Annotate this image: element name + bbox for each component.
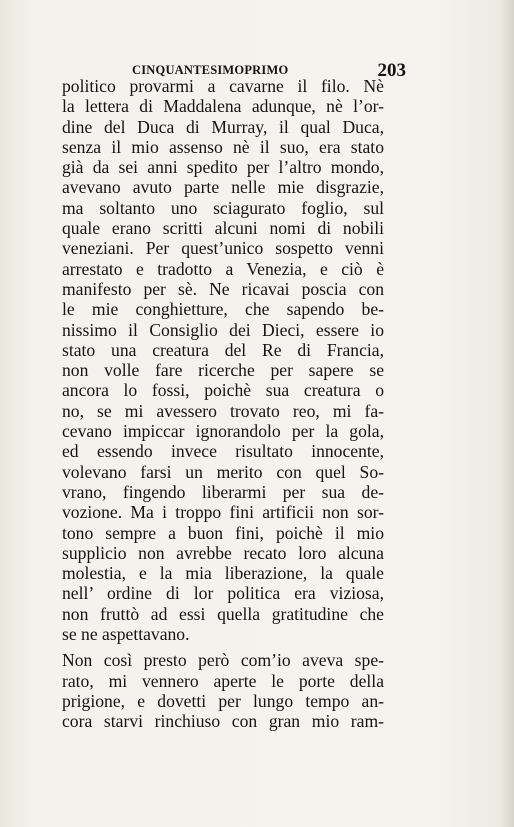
text-line: vrano, fingendo liberarmi per sua de-	[62, 481, 384, 502]
body-text	[62, 76, 384, 732]
page-number: 203	[377, 60, 406, 81]
text-line: prigione, e dovetti per lungo tempo an-	[62, 690, 384, 711]
text-line: cevano impiccar ignorandolo per la gola,	[62, 421, 384, 442]
text-line: supplicio non avrebbe recato loro alcuna	[62, 542, 384, 563]
text-line: veneziani. Per quest’unico sospetto venni	[62, 238, 384, 259]
text-line: vozione. Ma i troppo fini artificii non sor-	[62, 502, 384, 523]
running-title: CINQUANTESIMOPRIMO	[132, 63, 289, 77]
text-line: ma soltanto uno sciagurato foglio, sul	[62, 197, 384, 218]
text-line: stato una creatura del Re di Francia,	[62, 339, 384, 360]
text-line: avevano avuto parte nelle mie disgrazie,	[62, 177, 384, 198]
text-line: arrestato e tradotto a Venezia, e ciò è	[62, 258, 384, 279]
text-line: cora starvi rinchiuso con gran mio ram-	[62, 711, 384, 732]
text-line: nissimo il Consiglio dei Dieci, essere io	[62, 319, 384, 340]
text-line: quale erano scritti alcuni nomi di nobili	[62, 218, 384, 239]
text-line: la lettera di Maddalena adunque, nè l’or-	[62, 96, 384, 117]
text-line: senza il mio assenso nè il suo, era stato	[62, 136, 384, 157]
text-line: non volle fare ricerche per sapere se	[62, 360, 384, 381]
text-line: non fruttò ad essi quella gratitudine che	[62, 603, 384, 624]
text-line: molestia, e la mia liberazione, la quale	[62, 563, 384, 584]
text-line: già da sei anni spedito per l’altro mondo,	[62, 157, 384, 178]
text-line: ed essendo invece risultato innocente,	[62, 441, 384, 462]
text-line: volevano farsi un merito con quel So-	[62, 461, 384, 482]
text-line: se ne aspettavano.	[62, 624, 190, 645]
paragraph-1	[62, 76, 384, 644]
text-line: manifesto per sè. Ne ricavai poscia con	[62, 278, 384, 299]
text-line: le mie conghietture, che sapendo be-	[62, 299, 384, 320]
text-line: Non così presto però com’io aveva spe-	[62, 650, 384, 671]
paragraph-2	[62, 650, 384, 731]
text-line: politico provarmi a cavarne il filo. Nè	[62, 76, 384, 96]
text-line: ancora lo fossi, poichè sua creatura o	[62, 380, 384, 401]
text-line: tono sempre a buon fini, poichè il mio	[62, 522, 384, 543]
text-line: nell’ ordine di lor politica era viziosa,	[62, 583, 384, 604]
text-line: dine del Duca di Murray, il qual Duca,	[62, 116, 384, 137]
text-line: rato, mi vennero aperte le porte della	[62, 670, 384, 691]
page-edge-shadow	[500, 0, 514, 827]
text-line: no, se mi avessero trovato reo, mi fa-	[62, 400, 384, 421]
